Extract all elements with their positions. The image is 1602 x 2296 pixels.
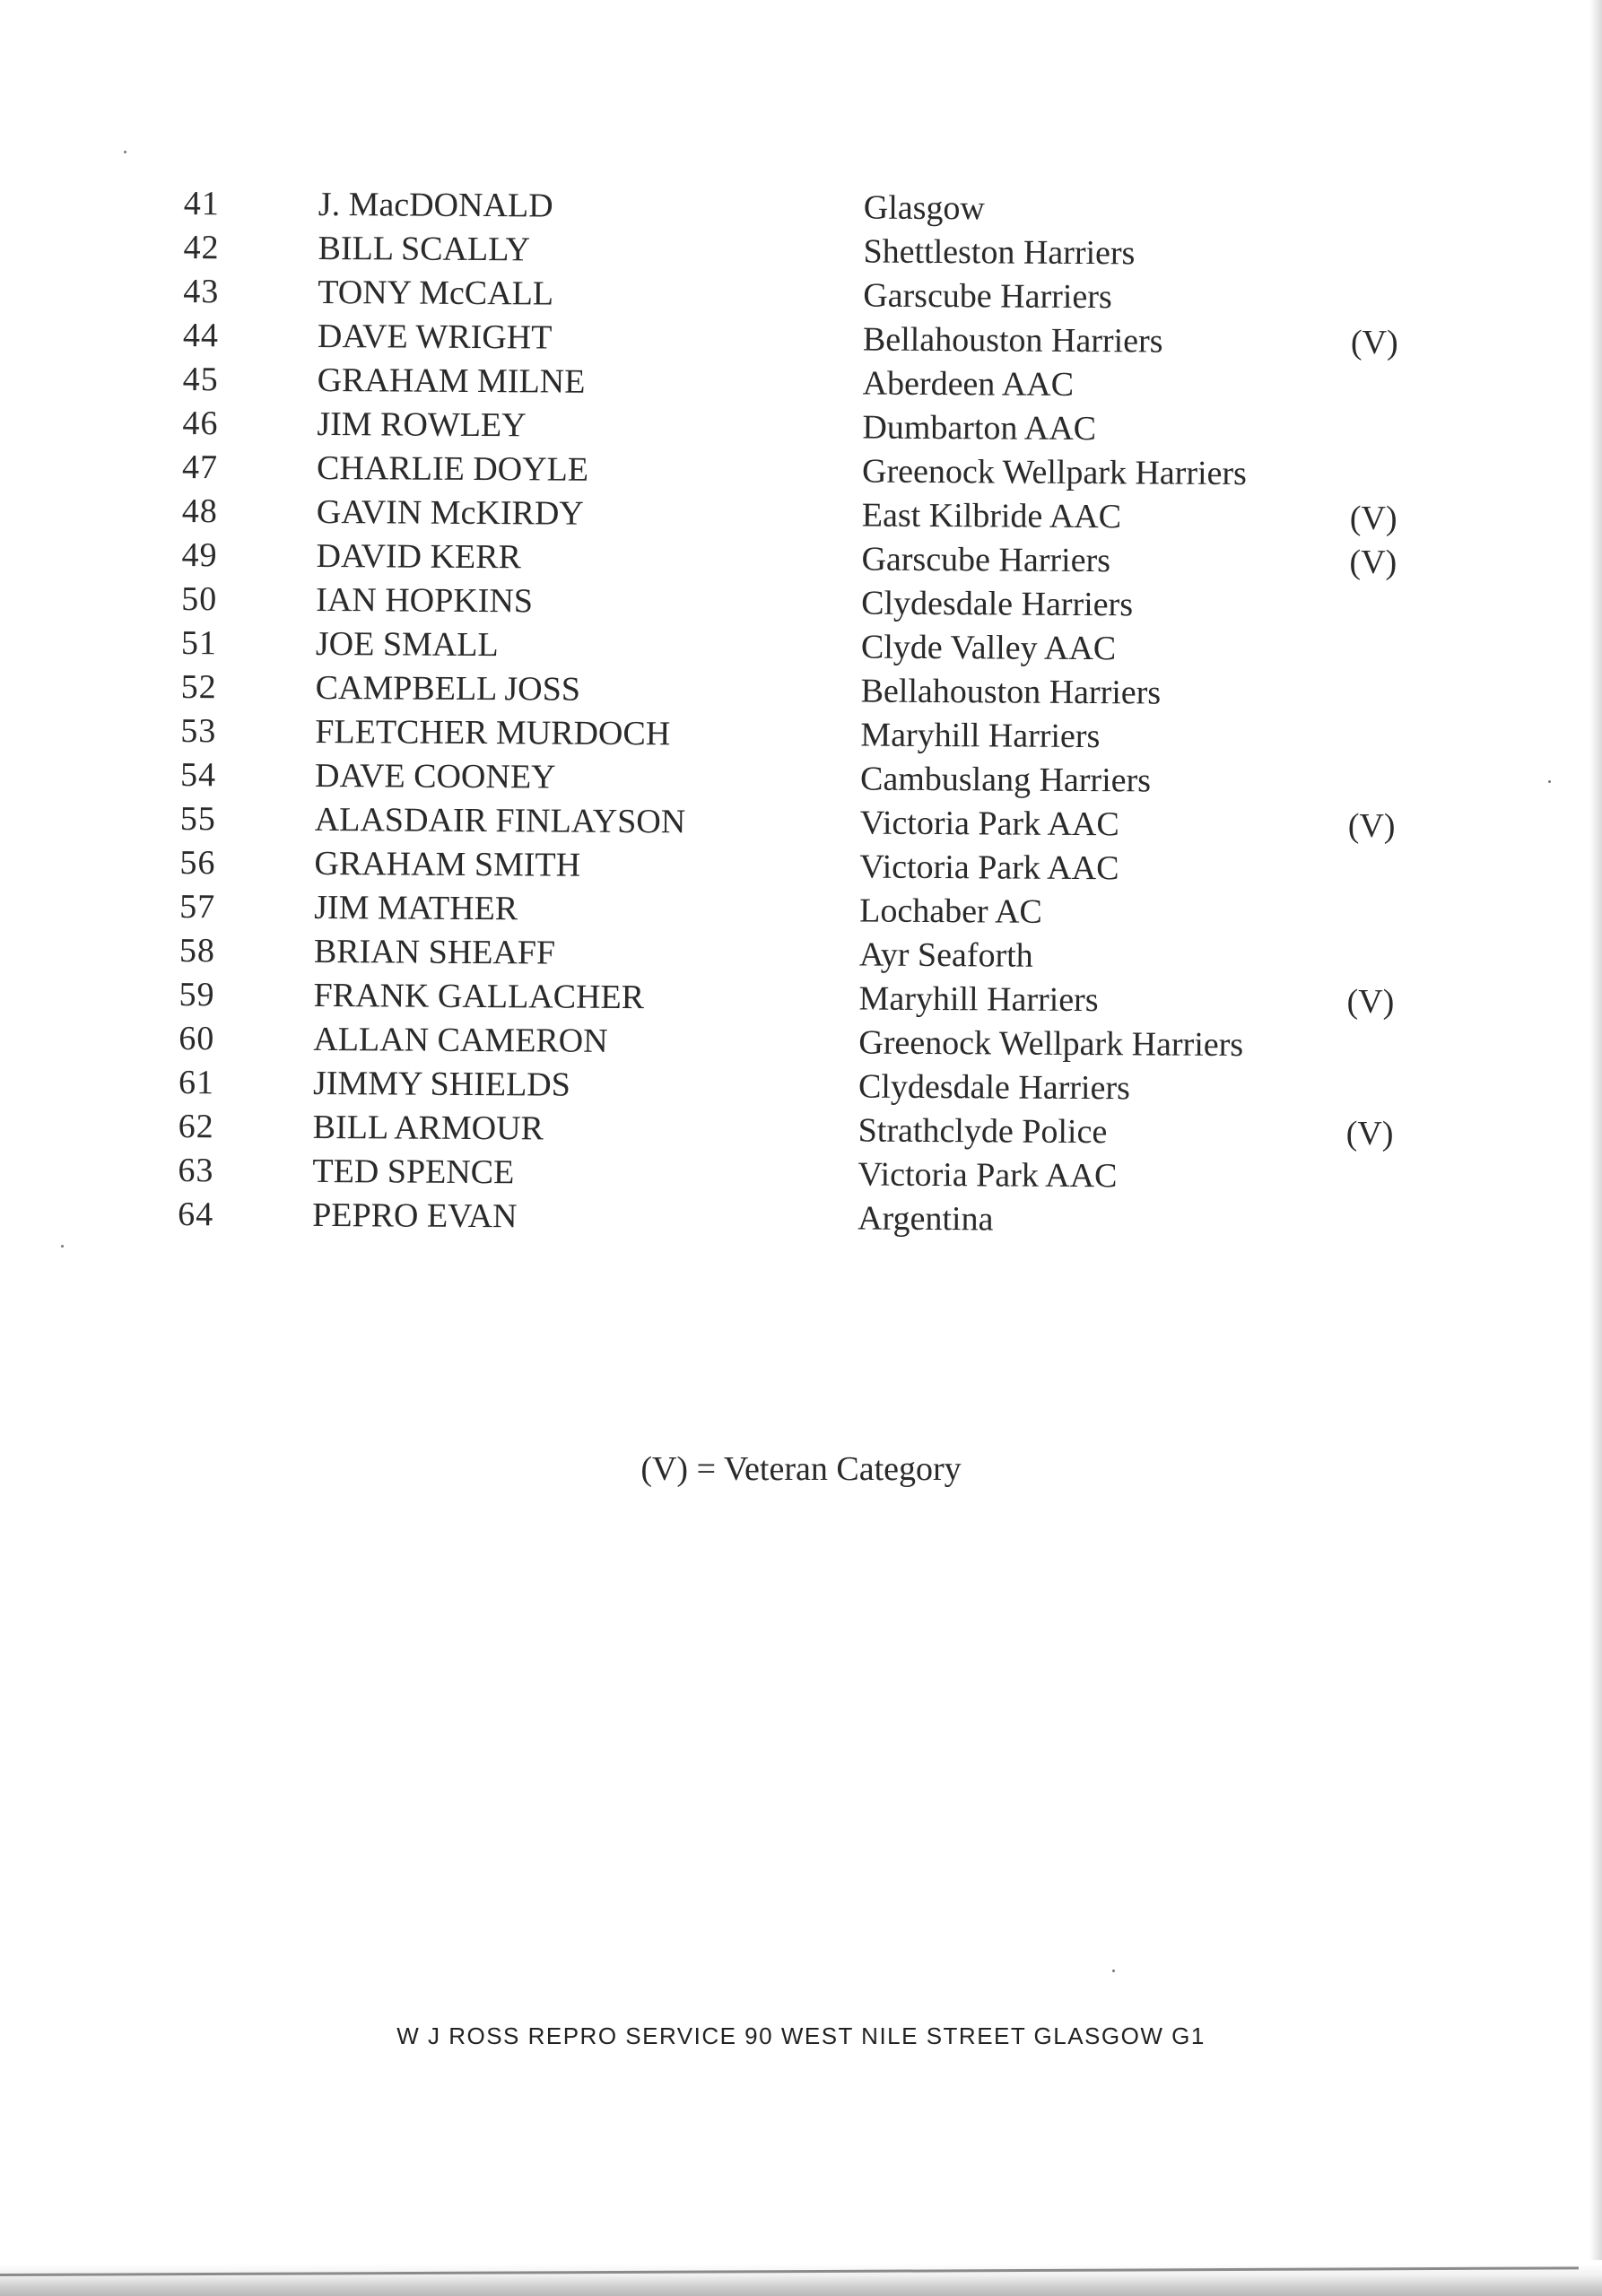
result-row (172, 534, 1446, 585)
runner-name: GAVIN McKIRDY (316, 492, 584, 533)
position-number: 48 (181, 492, 218, 531)
result-row (173, 446, 1447, 497)
result-row (170, 929, 1444, 980)
page-edge-shadow (1589, 0, 1602, 2260)
position-number: 55 (179, 800, 216, 839)
club-name: Glasgow (863, 188, 986, 228)
club-name: East Kilbride AAC (861, 496, 1122, 536)
position-number: 58 (178, 932, 216, 970)
result-row (170, 1105, 1443, 1156)
category-marker: (V) (1347, 806, 1396, 846)
runner-name: JIM MATHER (314, 888, 518, 928)
position-number: 43 (183, 273, 220, 311)
result-row (170, 841, 1444, 892)
runner-name: FRANK GALLACHER (313, 976, 645, 1017)
runner-name: ALLAN CAMERON (313, 1020, 608, 1060)
result-row (170, 1061, 1443, 1112)
result-row (169, 1149, 1442, 1200)
dust-speck (1548, 780, 1551, 783)
club-name: Greenock Wellpark Harriers (861, 452, 1248, 493)
dust-speck (61, 1245, 64, 1248)
club-name: Victoria Park AAC (858, 1155, 1118, 1196)
club-name: Shettleston Harriers (863, 232, 1136, 273)
dust-speck (124, 151, 126, 153)
printer-footer: W J ROSS REPRO SERVICE 90 WEST NILE STREET GLASGOW G1 (396, 2022, 1206, 2049)
result-row (170, 973, 1443, 1024)
club-name: Greenock Wellpark Harriers (858, 1023, 1244, 1065)
position-number: 41 (183, 185, 220, 223)
runner-name: J. MacDONALD (318, 185, 553, 225)
runner-name: TED SPENCE (312, 1152, 515, 1192)
result-row (172, 622, 1446, 673)
position-number: 50 (181, 580, 218, 619)
club-name: Cambuslang Harriers (859, 760, 1152, 800)
club-name: Argentina (858, 1199, 994, 1239)
club-name: Victoria Park AAC (859, 804, 1119, 844)
position-number: 51 (180, 624, 218, 663)
club-name: Lochaber AC (859, 891, 1042, 931)
result-row (170, 885, 1444, 936)
position-number: 45 (182, 361, 219, 399)
club-name: Maryhill Harriers (860, 716, 1101, 756)
runner-name: ALASDAIR FINLAYSON (314, 800, 686, 841)
position-number: 56 (179, 844, 216, 883)
runner-name: FLETCHER MURDOCH (315, 712, 671, 753)
category-marker: (V) (1346, 982, 1395, 1022)
runner-name: JOE SMALL (315, 624, 499, 665)
result-row (173, 402, 1447, 453)
club-name: Clydesdale Harriers (861, 584, 1134, 624)
runner-name: GRAHAM SMITH (314, 844, 581, 884)
club-name: Bellahouston Harriers (862, 320, 1163, 361)
result-row (175, 182, 1449, 233)
runner-name: PEPRO EVAN (312, 1196, 518, 1236)
position-number: 59 (178, 976, 215, 1014)
position-number: 47 (181, 448, 219, 487)
position-number: 62 (178, 1108, 214, 1146)
result-row (172, 578, 1446, 629)
club-name: Aberdeen AAC (862, 364, 1075, 404)
result-row (171, 797, 1445, 848)
position-number: 61 (178, 1064, 215, 1102)
result-row (170, 1017, 1443, 1068)
runner-name: DAVID KERR (316, 536, 522, 577)
runner-name: CAMPBELL JOSS (315, 668, 581, 709)
result-row (172, 665, 1446, 717)
club-name: Bellahouston Harriers (860, 672, 1162, 712)
runner-name: BRIAN SHEAFF (313, 932, 556, 972)
runner-name: DAVE WRIGHT (317, 317, 553, 357)
result-row (174, 314, 1448, 365)
runner-name: JIM ROWLEY (317, 404, 527, 445)
result-row (174, 270, 1448, 321)
result-row (174, 358, 1448, 409)
club-name: Garscube Harriers (863, 276, 1112, 317)
runner-name: BILL ARMOUR (312, 1108, 544, 1148)
veteran-legend: (V) = Veteran Category (640, 1450, 962, 1488)
category-marker: (V) (1349, 543, 1397, 582)
club-name: Maryhill Harriers (858, 979, 1099, 1020)
runner-name: CHARLIE DOYLE (316, 448, 589, 489)
position-number: 57 (179, 888, 216, 926)
results-table (169, 182, 1449, 1244)
position-number: 54 (179, 756, 217, 795)
club-name: Strathclyde Police (858, 1111, 1108, 1152)
position-number: 53 (180, 712, 217, 751)
result-row (169, 1193, 1442, 1244)
result-row (171, 753, 1445, 804)
position-number: 42 (183, 229, 220, 267)
category-marker: (V) (1349, 499, 1397, 538)
position-number: 49 (181, 536, 218, 575)
position-number: 44 (182, 317, 220, 355)
runner-name: DAVE COONEY (314, 756, 556, 796)
club-name: Dumbarton AAC (862, 408, 1097, 448)
result-row (173, 490, 1447, 541)
runner-name: TONY McCALL (318, 273, 554, 313)
position-number: 64 (178, 1196, 214, 1234)
club-name: Clydesdale Harriers (858, 1067, 1130, 1108)
position-number: 63 (178, 1152, 214, 1190)
club-name: Victoria Park AAC (859, 848, 1119, 888)
result-row (171, 709, 1445, 761)
position-number: 46 (182, 404, 219, 443)
club-name: Garscube Harriers (861, 540, 1111, 580)
category-marker: (V) (1350, 323, 1398, 362)
runner-name: GRAHAM MILNE (317, 361, 586, 401)
dust-speck (1112, 1970, 1115, 1972)
club-name: Clyde Valley AAC (860, 628, 1117, 668)
runner-name: IAN HOPKINS (316, 580, 534, 621)
runner-name: BILL SCALLY (318, 229, 531, 269)
category-marker: (V) (1345, 1114, 1394, 1153)
result-row (174, 226, 1448, 277)
position-number: 52 (180, 668, 217, 707)
club-name: Ayr Seaforth (858, 935, 1033, 975)
position-number: 60 (178, 1020, 215, 1058)
runner-name: JIMMY SHIELDS (312, 1064, 570, 1104)
